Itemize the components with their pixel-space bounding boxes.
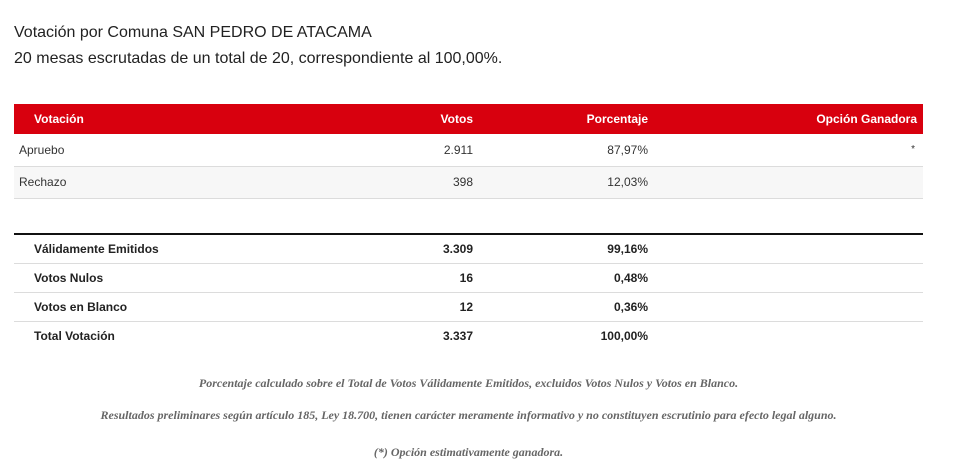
totals-percent: 100,00% — [600, 328, 648, 343]
option-name: Rechazo — [19, 175, 67, 189]
totals-votes: 3.309 — [442, 241, 473, 256]
page-title: Votación por Comuna SAN PEDRO DE ATACAMA — [14, 24, 372, 41]
totals-label: Válidamente Emitidos — [34, 241, 159, 256]
totals-votes: 12 — [459, 299, 473, 314]
option-name: Apruebo — [19, 142, 65, 157]
winner-marker: * — [911, 144, 915, 156]
totals-row — [14, 292, 923, 321]
page-subtitle: 20 mesas escrutadas de un total de 20, correspondiente al 100,00%. — [14, 50, 503, 67]
totals-row — [14, 234, 923, 263]
column-header-votos: Votos — [440, 112, 473, 126]
totals-percent: 0,36% — [613, 299, 648, 314]
column-header-porcentaje: Porcentaje — [586, 112, 648, 126]
option-percent: 12,03% — [607, 175, 648, 189]
totals-votes: 16 — [459, 270, 473, 285]
percent-calculation-note: Porcentaje calculado sobre el Total de Votos Válidamente Emitidos, excluidos Votos Nulos y Votos en Blanco. — [198, 376, 739, 390]
table-row — [14, 134, 923, 166]
column-header-opcion-ganadora: Opción Ganadora — [816, 112, 917, 126]
option-percent: 87,97% — [607, 142, 648, 157]
totals-label: Total Votación — [34, 328, 115, 343]
results-table — [14, 104, 923, 199]
option-votes: 398 — [452, 175, 473, 189]
legal-disclaimer-note: Resultados preliminares según artículo 185, Ley 18.700, tienen carácter meramente informativo y no constituyen escrutinio para efecto legal alguno. — [100, 408, 837, 422]
totals-table — [14, 233, 923, 350]
column-header-votacion: Votación — [34, 112, 84, 126]
option-votes: 2.911 — [443, 142, 473, 157]
totals-row — [14, 263, 923, 292]
totals-percent: 99,16% — [607, 241, 648, 256]
totals-votes: 3.337 — [442, 328, 473, 343]
totals-percent: 0,48% — [613, 270, 648, 285]
winner-footnote: (*) Opción estimativamente ganadora. — [373, 445, 564, 459]
results-header-row — [14, 104, 923, 134]
table-row — [14, 166, 923, 198]
winner-marker — [654, 166, 923, 198]
totals-row — [14, 321, 923, 350]
totals-label: Votos Nulos — [34, 270, 104, 285]
totals-label: Votos en Blanco — [34, 299, 128, 314]
